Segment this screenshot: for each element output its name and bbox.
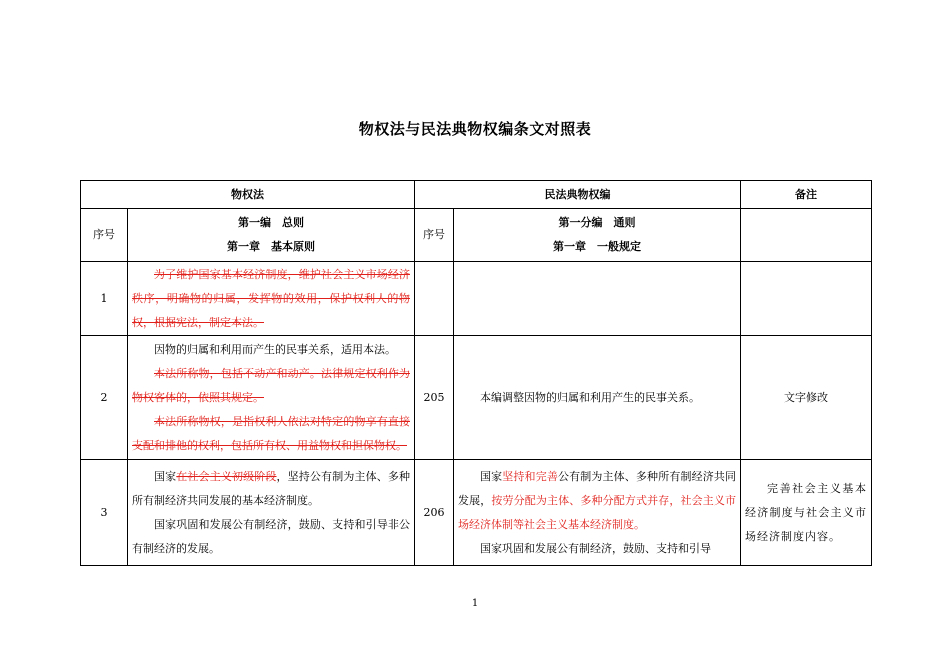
article-paragraph — [458, 465, 736, 537]
header-civil-code: 民法典物权编 — [415, 181, 741, 209]
text-run: 国家 — [480, 469, 503, 483]
deleted-text: 本法所称物，包括不动产和动产。法律规定权利作为物权客体的，依照其规定。 — [132, 366, 410, 404]
row-content-b — [454, 460, 741, 566]
row-seq-a: 3 — [81, 460, 128, 566]
row-seq-a: 2 — [81, 336, 128, 460]
table-subheader-row — [81, 209, 872, 262]
row-content-a — [128, 460, 415, 566]
article-text: 因物的归属和利用而产生的民事关系，适用本法。 — [154, 342, 396, 356]
table-row — [81, 460, 872, 566]
header-remark: 备注 — [741, 181, 872, 209]
remark-text: 完善社会主义基本经济制度与社会主义市场经济制度内容。 — [745, 481, 867, 543]
table-row — [81, 262, 872, 336]
article-paragraph — [132, 465, 410, 513]
row-seq-b — [415, 262, 454, 336]
part-title-a: 第一编 总则 — [238, 216, 304, 229]
table-row — [81, 336, 872, 460]
added-text: 坚持和完善 — [502, 469, 558, 483]
added-text: 按劳分配为主体、多种分配方式并存，社会主义市场经济体制等社会主义基本经济制度。 — [458, 493, 736, 531]
row-remark — [741, 460, 872, 566]
text-run: 公有制为主体、多种所有制经济共同发展， — [458, 469, 737, 507]
subheader-seq-a: 序号 — [81, 209, 128, 262]
article-text: 本编调整因物的归属和利用产生的民事关系。 — [480, 390, 700, 404]
page-number: 1 — [471, 598, 479, 609]
article-text: 国家巩固和发展公有制经济，鼓励、支持和引导非公有制经济的发展。 — [132, 517, 410, 555]
deleted-text: 本法所称物权，是指权利人依法对特定的物享有直接支配和排他的权利，包括所有权、用益物权和担保物权。 — [132, 414, 410, 452]
row-seq-a: 1 — [81, 262, 128, 336]
table-header-row — [81, 181, 872, 209]
text-run: 国家 — [154, 469, 177, 483]
subheader-remark — [741, 209, 872, 262]
row-content-b — [454, 336, 741, 460]
row-remark — [741, 262, 872, 336]
comparison-table — [80, 180, 872, 566]
chapter-title-a: 第一章 基本原则 — [227, 240, 315, 253]
row-seq-b: 206 — [415, 460, 454, 566]
header-property-law: 物权法 — [81, 181, 415, 209]
chapter-title-b: 第一章 一般规定 — [553, 240, 641, 253]
text-run: ，坚持公有制为主体、多种所有制经济共同发展的基本经济制度。 — [132, 469, 411, 507]
row-content-b — [454, 262, 741, 336]
row-content-a — [128, 262, 415, 336]
subheader-chapter-a — [128, 209, 415, 262]
article-text: 国家巩固和发展公有制经济，鼓励、支持和引导 — [480, 541, 711, 555]
row-content-a — [128, 336, 415, 460]
deleted-text: 为了维护国家基本经济制度，维护社会主义市场经济秩序，明确物的归属，发挥物的效用，保护权利人的物权，根据宪法，制定本法。 — [132, 267, 410, 329]
subheader-seq-b: 序号 — [415, 209, 454, 262]
page-title: 物权法与民法典物权编条文对照表 — [358, 120, 592, 138]
deleted-text: 在社会主义初级阶段 — [176, 469, 277, 483]
part-title-b: 第一分编 通则 — [558, 216, 636, 229]
row-seq-b: 205 — [415, 336, 454, 460]
subheader-chapter-b — [454, 209, 741, 262]
row-remark: 文字修改 — [741, 336, 872, 460]
